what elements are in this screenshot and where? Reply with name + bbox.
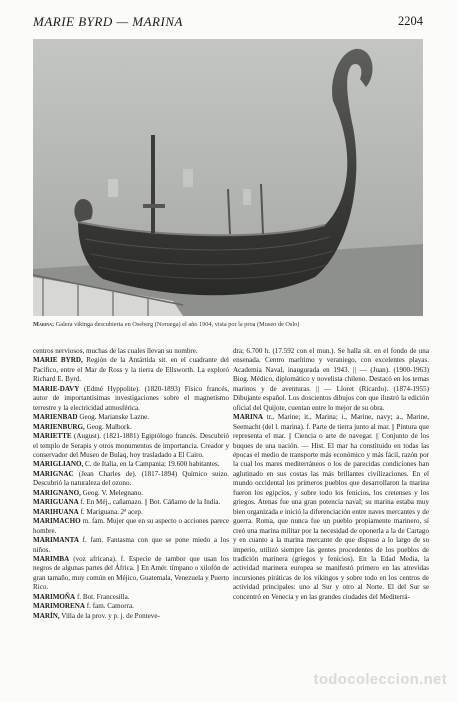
entry-headword: MARIENBURG, — [33, 422, 85, 431]
entry-text: C. de Italia, en la Campania; 19.600 habitantes. — [83, 460, 220, 469]
page-header — [33, 14, 423, 30]
entry-headword: MARIE BYRD, — [33, 356, 83, 365]
entry-headword: MARIMANTA — [33, 536, 79, 545]
entry-headword: MARIGLIANO, — [33, 460, 84, 469]
entry-text: f. fam. Fantasma con que se pone miedo a los niños. — [33, 536, 229, 554]
dictionary-entry — [33, 385, 229, 413]
entry-text: f. Bot. Francesilla. — [75, 592, 130, 601]
entry-headword: MARINA — [233, 413, 263, 422]
dictionary-entry — [33, 508, 229, 517]
entry-text: Región de la Antártida sit. en el cuadrante del Pacífico, entre el Mar de Ross y la tierra de Ellsworth. La exploró Richard E. Byrd. — [33, 356, 229, 384]
dictionary-entry — [233, 413, 429, 602]
entry-headword: MARIMACHO — [33, 517, 81, 526]
running-title: MARIE BYRD — MARINA — [33, 14, 183, 29]
entry-text: (Jean Charles de). (1817-1894) Químico suizo. Descubrió la naturaleza del ozono. — [33, 469, 229, 488]
caption-label: Marina: — [33, 321, 55, 328]
dictionary-entry — [33, 489, 229, 498]
dictionary-entry — [33, 602, 229, 611]
entry-text: Geog. Marianske Lazne. — [77, 413, 150, 422]
dictionary-entry — [33, 555, 229, 593]
entry-headword: MARIGNAC — [33, 469, 74, 478]
entry-text: f. En Méj., cañamazo. || Bot. Cáñamo de la India. — [78, 498, 221, 507]
entry-text: (August). (1821-1881) Egiptólogo francés. Descubrió el templo de Serapis y otros monumentos de importancia. Creador y conservador del Museo de Bulaq, hoy trasladado a El Cairo. — [33, 432, 229, 459]
entry-text: (voz africana). f. Especie de tambor que usan los negros de algunas partes del África. || En Amér. tímpano o xilofón de gran tamaño, muy común en Méjico, Guatemala, Venezuela y Puerto Rico. — [33, 554, 229, 592]
dictionary-entry — [33, 413, 229, 422]
left-column — [33, 347, 229, 621]
entry-text: f. Mariguana. 2ª acep. — [78, 507, 143, 516]
dictionary-entry — [33, 347, 229, 356]
dictionary-entry — [33, 498, 229, 507]
entry-headword: MARIETTE — [33, 432, 72, 441]
entry-headword: MARIMBA — [33, 554, 70, 563]
entry-headword: MARIGUANA — [33, 498, 79, 507]
entry-headword: MARÍN, — [33, 611, 60, 620]
caption-text: Galera vikinga descubierta en Oseberg (Noruega) el año 1904, vista por la proa (Museo de Oslo) — [55, 321, 300, 328]
entry-headword: MARIMORENA — [33, 602, 86, 611]
entry-text: Geog. Malbork. — [84, 422, 132, 431]
entry-headword: MARIGNANO, — [33, 488, 81, 497]
entry-text: (Edmé Hyppolite). (1820-1893) Físico francés, autor de importantísimas investigaciones sobre el magnetismo terrestre y la electricidad atmosférica. — [33, 384, 229, 412]
dictionary-entry — [33, 470, 229, 489]
figure-caption — [33, 321, 428, 328]
viking-ship-illustration — [33, 39, 423, 316]
dictionary-entry — [33, 432, 229, 460]
dictionary-entry — [33, 536, 229, 555]
dictionary-entry — [33, 517, 229, 536]
page-number: 2204 — [398, 14, 423, 28]
entry-text: f. fam. Camorra. — [85, 602, 134, 611]
dictionary-entry — [233, 347, 429, 413]
entry-headword: MARIMOÑA — [33, 592, 76, 601]
entry-text: Villa de la prov. y p. j. de Ponteve- — [59, 611, 160, 620]
dictionary-entry — [33, 356, 229, 384]
entry-headword: MARIHUANA — [33, 507, 79, 516]
entry-text: m. fam. Mujer que en su aspecto o acciones parece hombre. — [33, 517, 229, 535]
dictionary-entry — [33, 612, 229, 621]
viking-ship-photo — [33, 39, 423, 316]
entry-text: centros nerviosos, muchas de las cuales llevan su nombre. — [33, 347, 198, 355]
watermark-text: todocoleccion.net — [313, 671, 447, 688]
entry-text: dra; 6.700 h. (17.592 con el mun.). Se halla sit. en el fondo de una ensenada. Centro marítimo y veraniego, con excelentes playas. Academia Naval, inaugurada en 1943. || — (Juan). (1900-1963) Biog. Médico, diplomático y novelista chileno. Destacó en los temas marinos y de aventuras. || — Lloret (Ricardo). (1874-1955) Dibujante español. Los doscientos dibujos con que ilustró la edición oficial del Quijote, cuentan entre lo mejor de su obra. — [233, 347, 429, 412]
entry-headword: MARIE-DAVY — [33, 384, 80, 393]
right-column — [233, 347, 429, 602]
entry-text: tr., Marine; it., Marina; i., Marine, navy; a., Marine, Seemacht (del l. marina). f. Parte de tierra junto al mar. || Pintura que representa el mar. || Ciencia o arte de navegar. || Conjunto de los buques de una nación. — Hist. El mar ha constituido en todas las épocas el medio de transporte más económico y más fácil, razón por la cual los mares mediterráneos o los de parecidas condiciones han aglutinado en sus costas las más brillantes civilizaciones. En el mundo occidental los primeros pueblos que desarrollaron la marina fueron los egipcios, y sobre todo los fenicios, los cretenses y los griegos. Atenas fue una gran potencia naval; su marina estaba muy bien organizada e inició la diferenciación entre naves mercantes y de guerra. Roma, que nunca fue un pueblo propiamente marinero, sí creó una marina militar por la necesidad de oponerla a la de Cartago y en cuanto a la marina mercante de que dispuso a lo largo de su imperio, utilizó siempre las gentes procedentes de los pueblos de tradición marinera (griegos y fenicios). En la Edad Media, la actividad marinera europea se manifestó primero en las atrevidas incursiones piráticas de los vikingos y sobre todo en los centros de actividad principales: uno al Sur y otro al Norte. El del Sur se concentró en Venecia y en las grandes ciudades del Mediterrá- — [233, 413, 429, 601]
dictionary-entry — [33, 460, 229, 469]
entry-text: Geog. V. Melegnano. — [80, 488, 143, 497]
dictionary-entry — [33, 593, 229, 602]
entry-headword: MARIENBAD — [33, 413, 78, 422]
dictionary-entry — [33, 423, 229, 432]
